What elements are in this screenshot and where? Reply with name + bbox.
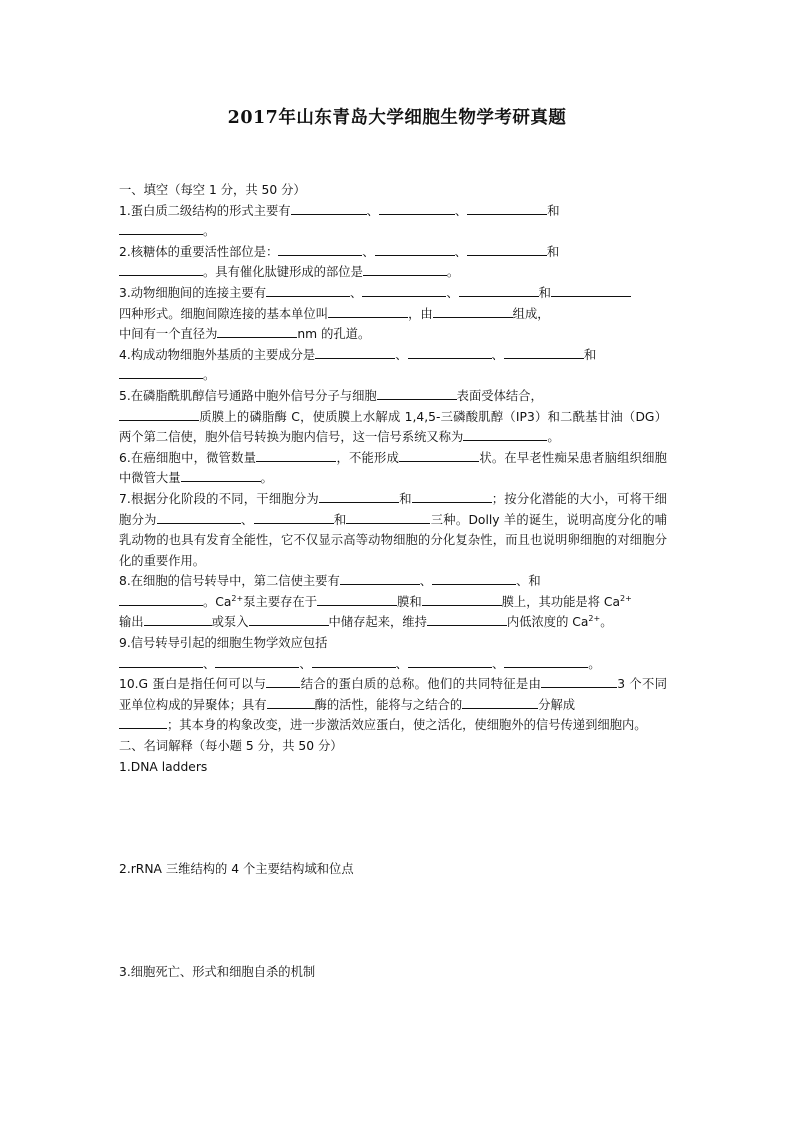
definition-2: 2.rRNA 三维结构的 4 个主要结构域和位点 [119, 862, 354, 877]
question-1: 1.蛋白质二级结构的形式主要有 、 、 和 。 [119, 201, 667, 242]
blank [340, 571, 420, 585]
blank [504, 345, 584, 359]
blank [319, 489, 399, 503]
question-6: 6.在癌细胞中，微管数量 ，不能形成 状。在早老性痴呆患者脑组织细胞中微管大量 。 [119, 448, 667, 489]
blank [267, 695, 315, 709]
blank [362, 283, 446, 297]
blank [144, 612, 212, 626]
blank [217, 324, 297, 338]
blank [467, 201, 547, 215]
question-7: 7.根据分化阶段的不同，干细胞分为 和 ；按分化潜能的大小，可将干细胞分为 、 和 三种。Dolly 羊的诞生，说明高度分化的哺乳动物的也具有发育全能性，它不仅显示高等动物细胞的分化复杂性，而且也说明卵细胞的对细胞分化的重要作用。 [119, 489, 667, 571]
blank [119, 715, 167, 729]
section-heading-fill-blank: 一、填空（每空 1 分，共 50 分） [119, 183, 306, 197]
blank [432, 571, 516, 585]
blank [462, 695, 538, 709]
blank [399, 448, 479, 462]
blank [412, 489, 492, 503]
blank [119, 592, 203, 606]
blank [377, 386, 457, 400]
section-heading-definitions: 二、名词解释（每小题 5 分，共 50 分） [119, 739, 343, 754]
blank [363, 262, 447, 276]
question-2: 2.核糖体的重要活性部位是： 、 、 和 。具有催化肽键形成的部位是 。 [119, 242, 667, 283]
blank [551, 283, 631, 297]
blank [119, 407, 199, 421]
blank [433, 304, 513, 318]
blank [119, 654, 203, 668]
question-8: 8.在细胞的信号转导中，第二信使主要有 、 、和 。$Ca^{2+}$泵主要存在于 膜和 膜上，其功能是将 $Ca^{2+}$ 输出 或泵入 中储存起来，维持 内低浓度的 $Ca^{2+}$。 [119, 571, 667, 633]
document-body [119, 180, 667, 982]
question-4: 4.构成动物细胞外基质的主要成分是 、 、 和 。 [119, 345, 667, 386]
blank [467, 242, 547, 256]
blank [215, 654, 299, 668]
question-3: 3.动物细胞间的连接主要有 、 、 和 四种形式。细胞间隙连接的基本单位叫 ，由 组成， 中间有一个直径为 nm 的孔道。 [119, 283, 667, 345]
blank [408, 345, 492, 359]
blank [315, 345, 395, 359]
question-10: 10.G 蛋白是指任何可以与 结合的蛋白质的总称。他们的共同特征是由 3 个不同亚单位构成的异聚体；具有 酶的活性，能将与之结合的 分解成 ；其本身的构象改变，进一步激活效应蛋白，使之活化，使细胞外的信号传递到细胞内。 [119, 674, 667, 736]
blank [312, 654, 396, 668]
blank [379, 201, 455, 215]
blank [463, 427, 547, 441]
blank [254, 510, 334, 524]
blank [459, 283, 539, 297]
blank [408, 654, 492, 668]
blank [266, 283, 350, 297]
blank [157, 510, 241, 524]
definition-3: 3.细胞死亡、形式和细胞自杀的机制 [119, 964, 316, 979]
blank [181, 468, 261, 482]
blank [375, 242, 455, 256]
blank [346, 510, 430, 524]
question-9: 9.信号转导引起的细胞生物学效应包括 、 、 、 、 。 [119, 636, 601, 671]
page-title: 2017年山东青岛大学细胞生物学考研真题 [227, 108, 567, 128]
blank [266, 674, 300, 688]
blank [541, 674, 617, 688]
blank [504, 654, 588, 668]
definition-1: 1.DNA ladders [119, 759, 208, 774]
question-5: 5.在磷脂酰肌醇信号通路中胞外信号分子与细胞 表面受体结合， 质膜上的磷脂酶 C，使质膜上水解成 1,4,5-三磷酸肌醇（IP3）和二酰基甘油（DG）两个第二信使，胞外信号转换为胞内信号，这一信号系统又称为 。 [119, 386, 667, 448]
blank [278, 242, 362, 256]
blank [291, 201, 367, 215]
blank [119, 262, 203, 276]
blank [328, 304, 408, 318]
blank [256, 448, 336, 462]
blank [422, 592, 502, 606]
blank [427, 612, 507, 626]
blank [119, 365, 203, 379]
blank [119, 221, 203, 235]
blank [317, 592, 397, 606]
blank [249, 612, 329, 626]
